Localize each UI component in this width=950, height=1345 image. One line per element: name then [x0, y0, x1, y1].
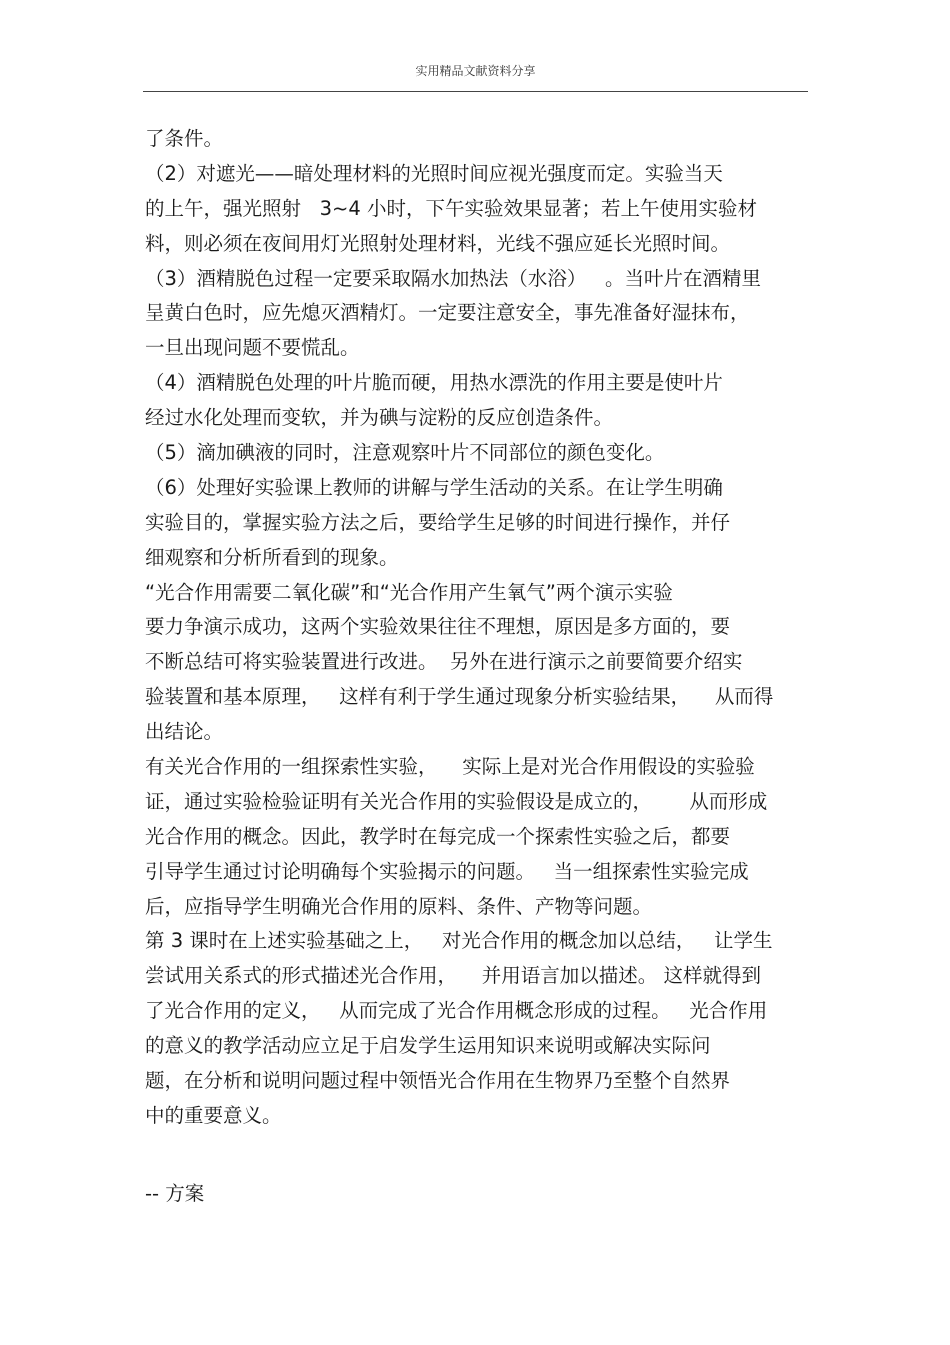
- text-line: 经过水化处理而变软，并为碘与淀粉的反应创造条件。: [145, 406, 614, 430]
- text-line: 验装置和基本原理， 这样有利于学生通过现象分析实验结果， 从而得: [145, 685, 774, 709]
- text-line: 的意义的教学活动应立足于启发学生运用知识来说明或解决实际问: [145, 1034, 711, 1058]
- text-line: 引导学生通过讨论明确每个实验揭示的问题。 当一组探索性实验完成: [145, 859, 749, 883]
- text-line: 出结论。: [145, 720, 224, 744]
- text-line: “光合作用需要二氧化碳”和“光合作用产生氧气”两个演示实验: [145, 580, 673, 604]
- text-line: 一旦出现问题不要慌乱。: [145, 336, 360, 360]
- text-line: （4）酒精脱色处理的叶片脆而硬，用热水漂洗的作用主要是使叶片: [145, 371, 723, 395]
- text-line: （5）滴加碘液的同时，注意观察叶片不同部位的颜色变化。: [145, 441, 665, 465]
- text-line: 中的重要意义。: [145, 1103, 282, 1127]
- text-line: 尝试用关系式的形式描述光合作用， 并用语言加以描述。 这样就得到: [145, 964, 761, 988]
- text-line: 光合作用的概念。因此，教学时在每完成一个探索性实验之后，都要: [145, 824, 731, 848]
- text-line: 细观察和分析所看到的现象。: [145, 545, 399, 569]
- text-line: 后，应指导学生明确光合作用的原料、条件、产物等问题。: [145, 894, 653, 918]
- text-line: 的上午，强光照射 3~4 小时，下午实验效果显著；若上午使用实验材: [145, 196, 757, 220]
- document-body: [145, 122, 815, 1134]
- text-line: （2）对遮光——暗处理材料的光照时间应视光强度而定。实验当天: [145, 161, 723, 185]
- text-line: 了条件。: [145, 127, 224, 150]
- page-footer: -- 方案: [145, 1182, 205, 1205]
- text-line: 料，则必须在夜间用灯光照射处理材料，光线不强应延长光照时间。: [145, 231, 731, 255]
- text-line: 证，通过实验检验证明有关光合作用的实验假设是成立的， 从而形成: [145, 789, 768, 813]
- text-line: 有关光合作用的一组探索性实验， 实际上是对光合作用假设的实验验: [145, 755, 755, 779]
- text-line: 要力争演示成功，这两个实验效果往往不理想，原因是多方面的，要: [145, 615, 731, 639]
- text-line: 了光合作用的定义， 从而完成了光合作用概念形成的过程。 光合作用: [145, 999, 768, 1023]
- page-header: 实用精品文献资料分享: [415, 64, 536, 78]
- text-line: 题，在分析和说明问题过程中领悟光合作用在生物界乃至整个自然界: [145, 1069, 731, 1093]
- header-divider: [143, 91, 808, 92]
- text-line: 呈黄白色时，应先熄灭酒精灯。一定要注意安全，事先准备好湿抹布，: [145, 301, 750, 325]
- text-line: （3）酒精脱色过程一定要采取隔水加热法（水浴） 。当叶片在酒精里: [145, 266, 762, 290]
- text-line: 实验目的，掌握实验方法之后，要给学生足够的时间进行操作，并仔: [145, 510, 731, 534]
- text-line: 第 3 课时在上述实验基础之上， 对光合作用的概念加以总结， 让学生: [145, 929, 773, 953]
- text-line: （6）处理好实验课上教师的讲解与学生活动的关系。在让学生明确: [145, 475, 723, 499]
- text-line: 不断总结可将实验装置进行改进。 另外在进行演示之前要简要介绍实: [145, 650, 743, 674]
